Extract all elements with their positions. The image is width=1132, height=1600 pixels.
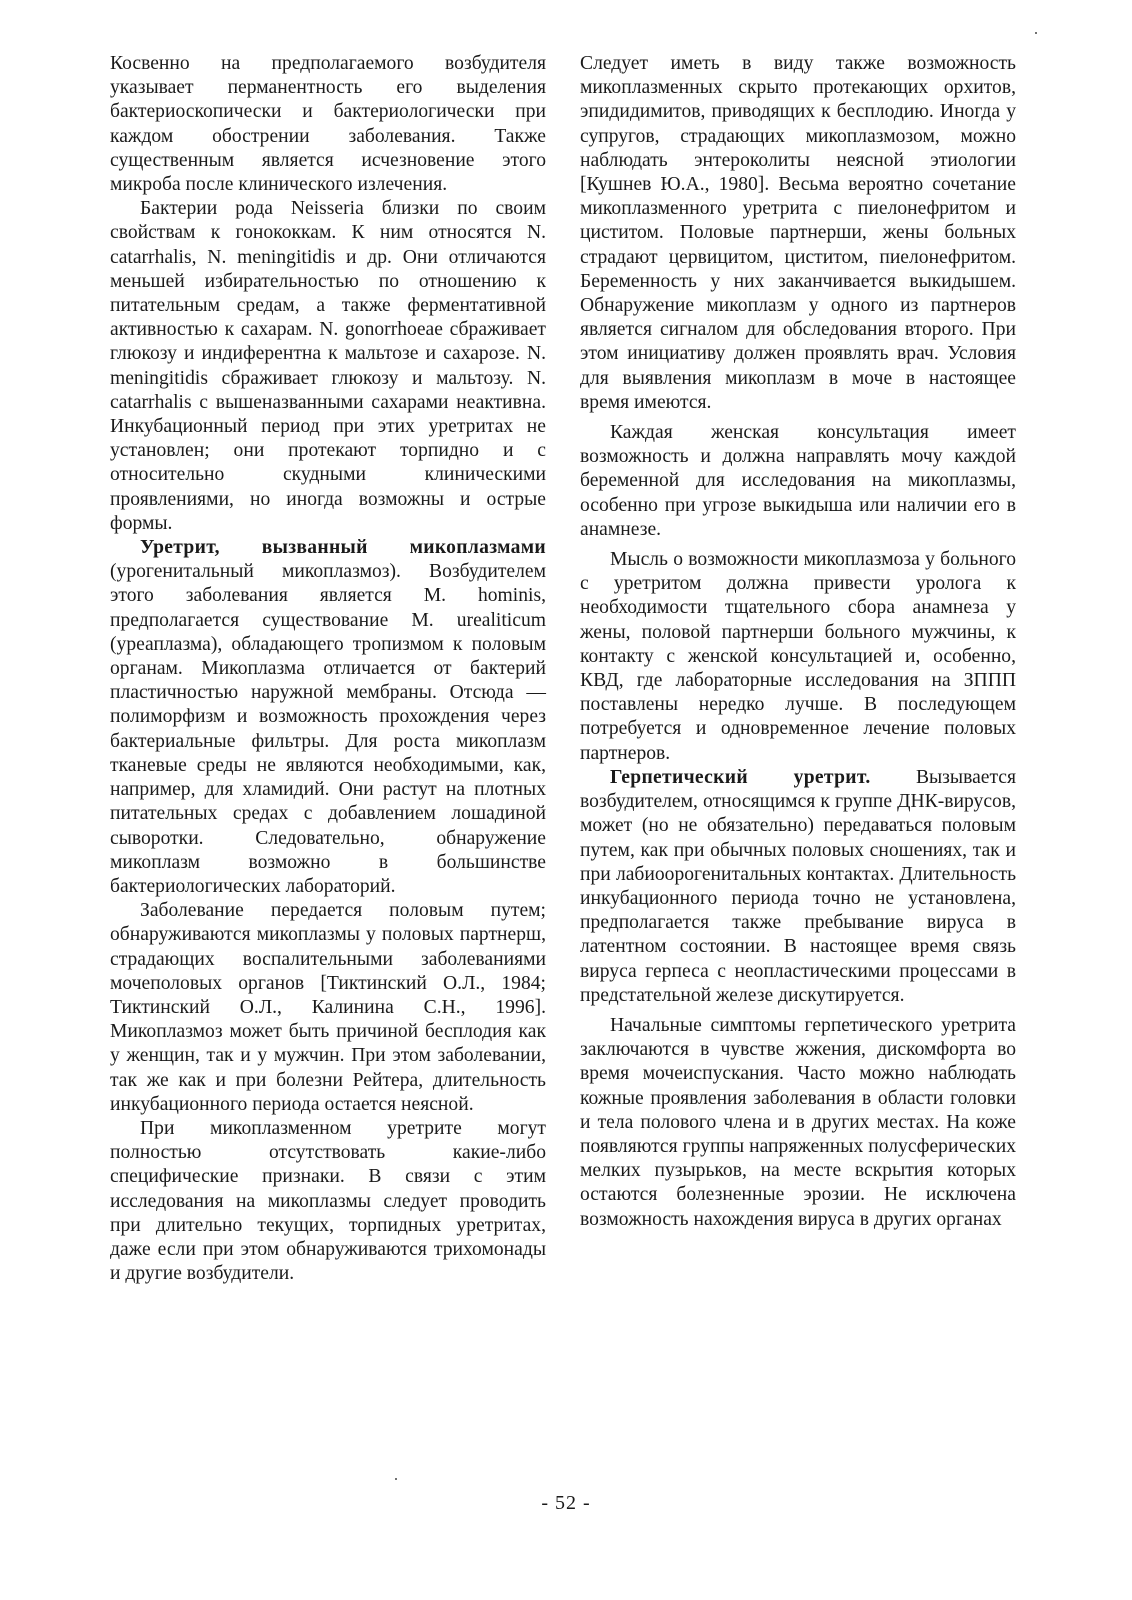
paragraph-mycoplasma-complications: Следует иметь в виду также возможность микоплазменных скрыто протекающих орхитов, эпидидимитов, приводящих к бесплодию. Иногда у супругов, страдающих микоплазмозом, можно наблюдать энтероколиты неясной этиологии [Кушнев Ю.А., 1980]. Весьма вероятно сочетание микоплазменного уретрита с пиелонефритом и циститом. Половые партнерши, жены больных страдают цервицитом, циститом, пиелонефритом. Беременность у них заканчивается выкидышем. Обнаружение микоплазм у одного из партнеров является сигналом для обследования второго. При этом инициативу должен проявлять врач. Условия для выявления микоплазм в моче в настоящее время имеются. xyxy=(580,53,1016,413)
paragraph-mycoplasma-urethritis xyxy=(110,536,546,899)
paragraph-urologist-anamnesis: Мысль о возможности микоплазмоза у больного с уретритом должна привести уролога к необходимости тщательного сбора анамнеза у жены, половой партнерши больного мужчины, к контакту с женской консультацией и, особенно, КВД, где лабораторные исследования на ЗППП поставлены нередко лучше. В последующем потребуется и одновременное лечение половых партнеров. xyxy=(580,549,1016,764)
paragraph-mycoplasma-body: (урогенитальный микоплазмоз). Возбудителем этого заболевания является M. hominis, предполагается существование M. urealiticum (уреаплазма), обладающего тропизмом к половым органам. Микоплазма отличается от бактерий пластичностью наружной мембраны. Отсюда — полиморфизм и возможность прохождения через бактериальные фильтры. Для роста микоплазм тканевые среды не являются необходимыми, как, например, для хламидий. Они растут на плотных питательных средах с добавлением лошадиной сыворотки. Следовательно, обнаружение микоплазм возможно в большинстве бактериологических лабораторий. xyxy=(110,561,546,897)
paragraph-herpetic-body: Вызывается возбудителем, относящимся к группе ДНК-вирусов, может (но не обязательно) передаваться половым путем, как при обычных половых сношениях, так и при лабиоорогенитальных контактах. Длительность инкубационного периода точно не установлена, предполагается также пребывание вируса в латентном состоянии. В настоящее время связь вируса герпеса с неопластическими процессами в предстательной железе дискутируется. xyxy=(580,766,1016,1006)
paragraph-herpetic-symptoms: Начальные симптомы герпетического уретрита заключаются в чувстве жжения, дискомфорта во время мочеиспускания. Часто можно наблюдать кожные проявления заболевания в области головки и тела полового члена и в других местах. На коже появляются группы напряженных полусферических мелких пузырьков, на месте вскрытия которых остаются болезненные эрозии. Не исключена возможность нахождения вируса в других органах xyxy=(580,1014,1016,1230)
paragraph-herpetic-urethritis xyxy=(580,766,1016,1008)
scan-speck xyxy=(1035,32,1037,34)
section-heading-herpetic: Герпетический уретрит. xyxy=(610,766,871,788)
scan-speck xyxy=(395,1478,397,1480)
paragraph-neisseria-indirect-evidence: Косвенно на предполагаемого возбудителя указывает перманентность его выделения бактериоскопически и бактериологически при каждом обострении заболевания. Также существенным является исчезновение этого микроба после клинического излечения. xyxy=(110,53,546,196)
page-number: - 52 - xyxy=(541,1492,591,1514)
paragraph-neisseria-genus: Бактерии рода Neisseria близки по своим свойствам к гонококкам. К ним относятся N. catarrhalis, N. meningitidis и др. Они отличаются меньшей избирательностью по отношению к питательным средам, а также ферментативной активностью к сахарам. N. gonorrhoeae сбраживает глюкозу и индиферентна к мальтозе и сахарозе. N. meningitidis сбраживает глюкозу и мальтозу. N. catarrhalis с вышеназванными сахарами неактивна. Инкубационный период при этих уретритах не установлен; они протекают торпидно и с относительно скудными клиническими проявлениями, но иногда возможны и острые формы. xyxy=(110,198,546,534)
paragraph-mycoplasma-signs: При микоплазменном уретрите могут полностью отсутствовать какие-либо специфические признаки. В связи с этим исследования на микоплазмы следует проводить при длительно текущих, торпидных уретритах, даже если при этом обнаруживаются трихомонады и другие возбудители. xyxy=(110,1117,546,1285)
left-column xyxy=(110,52,546,1286)
section-heading-mycoplasma: Уретрит, вызванный микоплазмами xyxy=(140,537,546,559)
paragraph-womens-consultation: Каждая женская консультация имеет возможность и должна направлять мочу каждой беременной для исследования на микоплазмы, особенно при угрозе выкидыша или наличии его в анамнезе. xyxy=(580,422,1016,540)
right-column xyxy=(580,52,1016,1232)
paragraph-mycoplasma-transmission: Заболевание передается половым путем; обнаруживаются микоплазмы у половых партнерш, страдающих воспалительными заболеваниями мочеполовых органов [Тиктинский О.Л., 1984; Тиктинский О.Л., Калинина С.Н., 1996]. Микоплазмоз может быть причиной бесплодия как у женщин, так и у мужчин. При этом заболевании, так же как и при болезни Рейтера, длительность инкубационного периода остается неясной. xyxy=(110,900,546,1115)
